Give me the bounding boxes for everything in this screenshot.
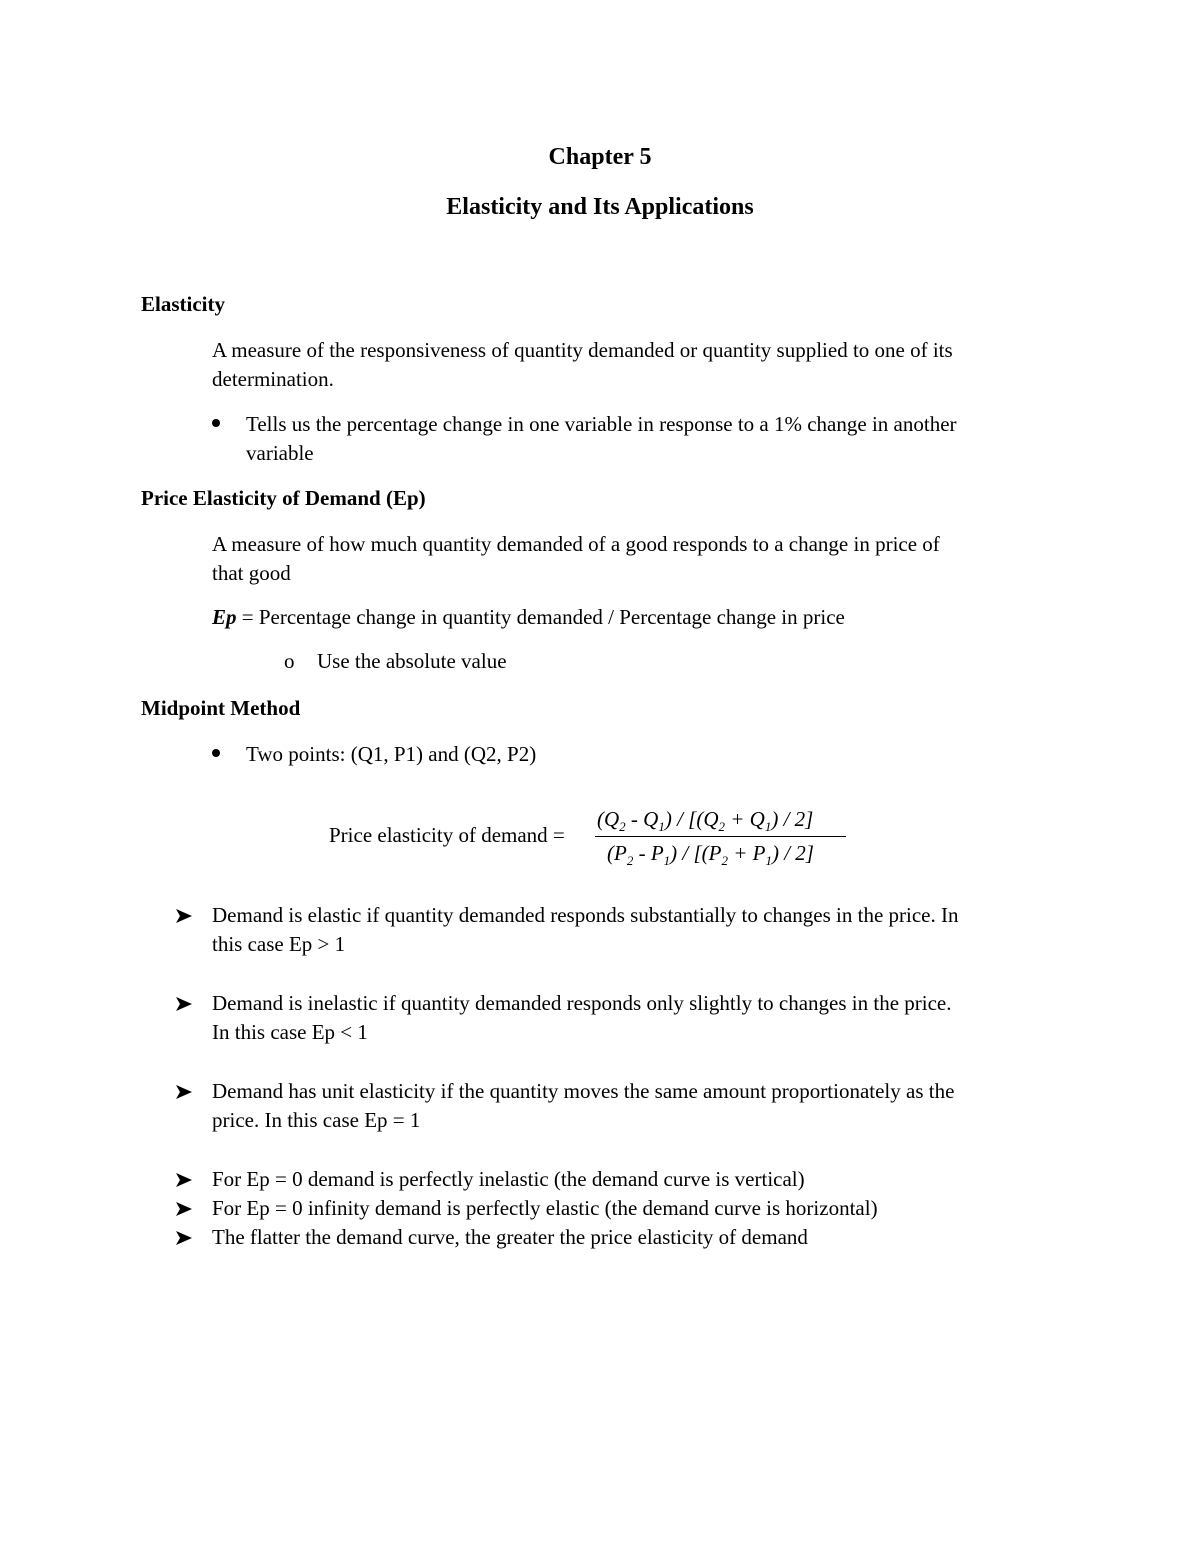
rule-unit-line2: price. In this case Ep = 1 <box>212 1108 421 1132</box>
ep-formula-text: = Percentage change in quantity demanded / Percentage change in price <box>236 605 845 629</box>
bullet-dot-icon <box>211 748 221 758</box>
chapter-subtitle: Elasticity and Its Applications <box>446 194 754 220</box>
arrow-bullet-icon <box>174 906 194 926</box>
price-elasticity-definition-line2: that good <box>212 561 291 585</box>
rule-inelastic-line2: In this case Ep < 1 <box>212 1020 368 1044</box>
rule-perfectly-inelastic: For Ep = 0 demand is perfectly inelastic (the demand curve is vertical) <box>212 1167 805 1191</box>
formula-denominator: $(P_2 - P_1) / [(P_2 + P_1) / 2]$ <box>607 841 814 869</box>
elasticity-definition-line2: determination. <box>212 367 334 391</box>
arrow-bullet-icon <box>174 1082 194 1102</box>
chapter-title: Chapter 5 <box>548 144 652 170</box>
ep-formula-symbol: Ep <box>212 605 237 629</box>
elasticity-bullet-line2: variable <box>246 441 314 465</box>
elasticity-definition-line1: A measure of the responsiveness of quantity demanded or quantity supplied to one of its <box>212 338 953 362</box>
sub-bullet-absolute-value: Use the absolute value <box>317 649 507 673</box>
arrow-bullet-icon <box>174 994 194 1014</box>
rule-elastic-line2: this case Ep > 1 <box>212 932 346 956</box>
section-heading-price-elasticity: Price Elasticity of Demand (Ep) <box>141 486 426 510</box>
price-elasticity-definition-line1: A measure of how much quantity demanded of a good responds to a change in price of <box>212 532 940 556</box>
rule-flatter-curve: The flatter the demand curve, the greater the price elasticity of demand <box>212 1225 808 1249</box>
arrow-bullet-icon <box>174 1170 194 1190</box>
formula-numerator: $(Q_2 - Q_1) / [(Q_2 + Q_1) / 2]$ <box>597 807 814 835</box>
rule-inelastic-line1: Demand is inelastic if quantity demanded responds only slightly to changes in the price. <box>212 991 952 1015</box>
elasticity-bullet-line1: Tells us the percentage change in one variable in response to a 1% change in another <box>246 412 957 436</box>
rule-unit-line1: Demand has unit elasticity if the quantity moves the same amount proportionately as the <box>212 1079 955 1103</box>
midpoint-bullet: Two points: (Q1, P1) and (Q2, P2) <box>246 742 537 766</box>
rule-perfectly-elastic: For Ep = 0 infinity demand is perfectly elastic (the demand curve is horizontal) <box>212 1196 878 1220</box>
sub-bullet-marker: o <box>284 649 295 673</box>
fraction-bar <box>595 836 846 837</box>
arrow-bullet-icon <box>174 1199 194 1219</box>
section-heading-elasticity: Elasticity <box>141 292 225 316</box>
ep-formula <box>212 603 845 632</box>
bullet-dot-icon <box>211 418 221 428</box>
arrow-bullet-icon <box>174 1228 194 1248</box>
formula-label: Price elasticity of demand = <box>329 823 565 847</box>
section-heading-midpoint: Midpoint Method <box>141 696 301 720</box>
rule-elastic-line1: Demand is elastic if quantity demanded responds substantially to changes in the price. In <box>212 903 959 927</box>
